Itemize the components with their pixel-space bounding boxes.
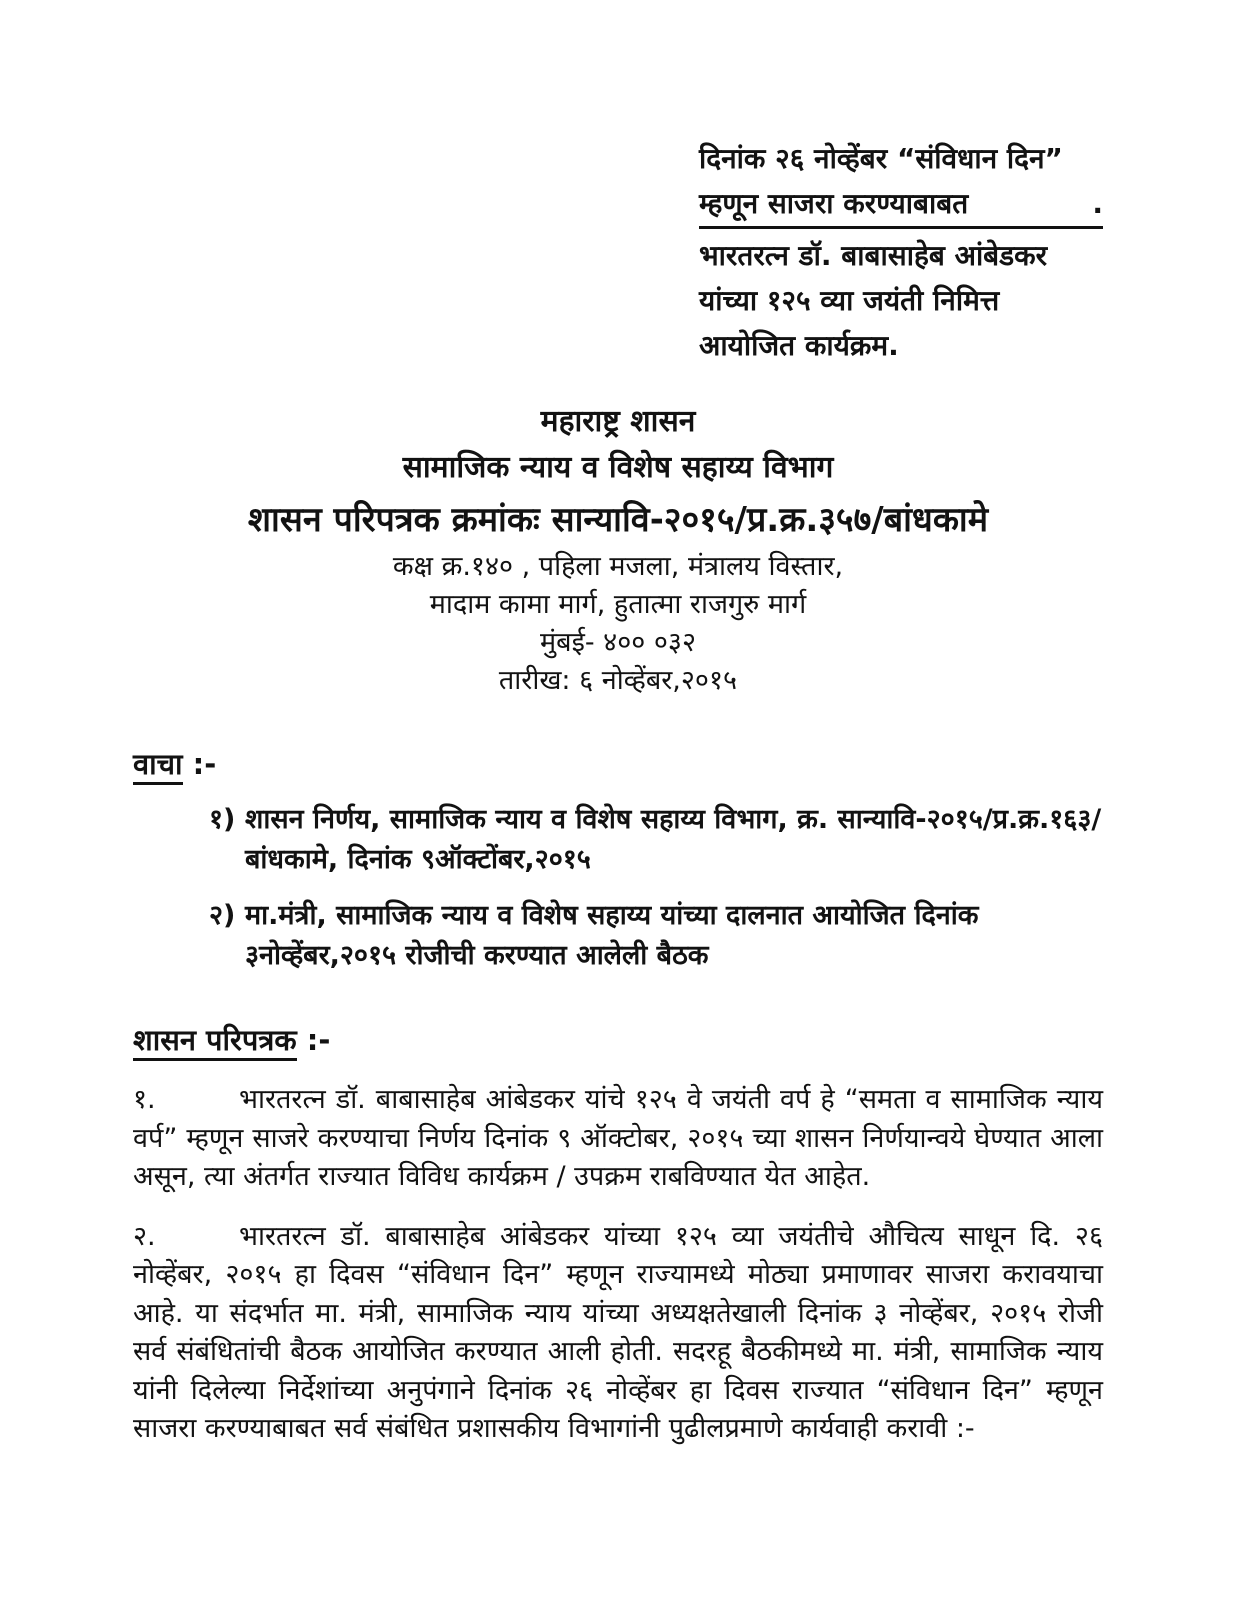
paragraph-number: २. xyxy=(133,1220,156,1252)
read-item-text: मा.मंत्री, सामाजिक न्याय व विशेष सहाय्य यांच्या दालनात आयोजित दिनांक ३नोव्हेंबर,२०१५ रोजीची करण्यात आलेली बैठक xyxy=(245,900,979,971)
read-item xyxy=(133,800,1103,880)
read-item-number: १) xyxy=(209,804,236,835)
read-section-colon: :- xyxy=(182,747,217,781)
circular-section-label: शासन परिपत्रक xyxy=(133,1023,297,1061)
department-name: सामाजिक न्याय व विशेष सहाय्य विभाग xyxy=(402,450,834,485)
read-item xyxy=(133,896,1103,976)
paragraph xyxy=(133,1218,1103,1449)
address-line-1: कक्ष क्र.१४० , पहिला मजला, मंत्रालय विस्तार, xyxy=(392,551,844,582)
paragraph-number: १. xyxy=(133,1084,156,1115)
paragraph-text: भारतरत्न डॉ. बाबासाहेब आंबेडकर यांचे १२५ वे जयंती वर्प हे “समता व सामाजिक न्याय वर्प” म्हणून साजरे करण्याचा निर्णय दिनांक ९ ऑक्टोबर, २०१५ च्या शासन निर्णयान्वये घेण्यात आला असून, त्या अंतर्गत राज्यात विविध कार्यक्रम / उपक्रम राबविण्यात येत आहेत. xyxy=(133,1084,1103,1192)
letterhead xyxy=(133,400,1103,700)
subject-line-2-underlined xyxy=(699,181,1103,229)
subject-block xyxy=(699,136,1103,368)
read-item-number: २) xyxy=(209,900,236,931)
subject-line-5: आयोजित कार्यक्रम. xyxy=(699,329,899,362)
circular-number: शासन परिपत्रक क्रमांकः सान्यावि-२०१५/प्र.क्र.३५७/बांधकामे xyxy=(247,500,989,540)
subject-line-4: यांच्या १२५ व्या जयंती निमित्त xyxy=(699,284,1000,317)
read-section-label: वाचा xyxy=(133,747,183,785)
read-items-list xyxy=(133,800,1103,976)
subject-line-2-text: म्हणून साजरा करण्याबाबत xyxy=(699,187,969,220)
paragraph-text: भारतरत्न डॉ. बाबासाहेब आंबेडकर यांच्या १२५ व्या जयंतीचे औचित्य साधून दि. २६ नोव्हेंबर, २०१५ हा दिवस “संविधान दिन” म्हणून राज्यामध्ये मोठ्या प्रमाणावर साजरा करावयाचा आहे. या संदर्भात मा. मंत्री, सामाजिक न्याय यांच्या अध्यक्षतेखाली दिनांक ३ नोव्हेंबर, २०१५ रोजी सर्व संबंधितांची बैठक आयोजित करण्यात आली होती. सदरहू बैठकीमध्ये मा. मंत्री, सामाजिक न्याय यांनी दिलेल्या निर्देशांच्या अनुपंगाने दिनांक २६ नोव्हेंबर हा दिवस राज्यात “संविधान दिन” म्हणून साजरा करण्याबाबत सर्व संबंधित प्रशासकीय विभागांनी पुढीलप्रमाणे कार्यवाही करावी :- xyxy=(133,1220,1103,1444)
read-item-text: शासन निर्णय, सामाजिक न्याय व विशेष सहाय्य विभाग, क्र. सान्यावि-२०१५/प्र.क्र.१६३/ बांधकामे, दिनांक ९ऑक्टोंबर,२०१५ xyxy=(245,804,1102,875)
government-name: महाराष्ट्र शासन xyxy=(540,404,696,439)
subject-line-1: दिनांक २६ नोव्हेंबर “संविधान दिन” xyxy=(699,142,1063,175)
read-section-heading xyxy=(133,744,1103,784)
subject-line-2-dot: . xyxy=(1092,187,1103,220)
circular-section-heading xyxy=(133,1020,1103,1060)
address-line-2: मादाम कामा मार्ग, हुतात्मा राजगुरु मार्ग xyxy=(429,589,807,620)
date-line: तारीख: ६ नोव्हेंबर,२०१५ xyxy=(498,665,738,696)
circular-section-colon: :- xyxy=(296,1023,331,1057)
subject-line-3: भारतरत्न डॉ. बाबासाहेब आंबेडकर xyxy=(699,239,1048,272)
address-line-3: मुंबई- ४०० ०३२ xyxy=(540,627,696,658)
paragraph xyxy=(133,1081,1103,1197)
